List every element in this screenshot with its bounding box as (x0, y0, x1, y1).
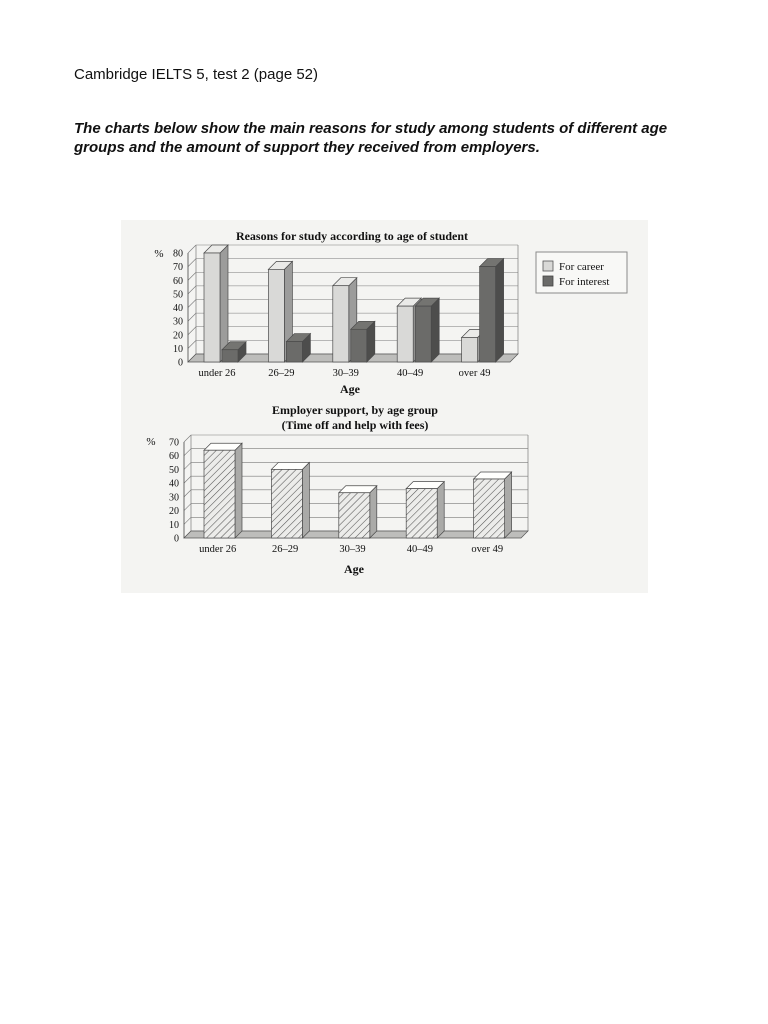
bar-for-interest (480, 259, 504, 362)
bar-employer-support (204, 443, 242, 538)
support-chart-title: Employer support, by age group (272, 403, 438, 417)
y-tick-label: 50 (173, 289, 183, 301)
y-tick-label: 50 (169, 464, 179, 476)
bar-employer-support (474, 472, 512, 538)
support-chart-y-label: % (146, 436, 156, 448)
y-tick-label: 60 (169, 451, 179, 463)
x-tick-label: under 26 (198, 368, 236, 379)
support-chart-x-ticks (199, 544, 503, 555)
bar-for-interest (286, 334, 310, 362)
reasons-chart-x-label: Age (340, 382, 360, 396)
y-tick-label: 70 (173, 262, 183, 274)
reasons-chart-title: Reasons for study according to age of student (235, 229, 469, 243)
bar-for-interest (351, 321, 375, 362)
support-chart (146, 403, 528, 576)
x-tick-label: 30–39 (339, 544, 366, 555)
legend-label-interest: For interest (559, 276, 610, 288)
y-tick-label: 0 (178, 357, 183, 369)
bar-for-interest (415, 298, 439, 362)
y-tick-label: 0 (174, 533, 179, 545)
bar-for-career (204, 245, 228, 362)
y-tick-label: 20 (169, 506, 179, 518)
support-chart-bars (204, 443, 512, 538)
reasons-chart-legend (536, 252, 627, 293)
y-tick-label: 60 (173, 275, 183, 287)
x-tick-label: 26–29 (271, 544, 299, 555)
y-tick-label: 30 (173, 316, 183, 328)
y-tick-label: 10 (173, 343, 183, 355)
y-tick-label: 40 (173, 303, 183, 314)
legend-label-career: For career (559, 261, 604, 273)
x-tick-label: over 49 (471, 544, 504, 555)
bar-employer-support (271, 462, 309, 538)
support-chart-x-label: Age (344, 562, 364, 576)
legend-swatch-career (543, 261, 553, 271)
y-tick-label: 40 (169, 478, 179, 490)
x-tick-label: 30–39 (332, 368, 359, 379)
x-tick-label: over 49 (458, 368, 491, 379)
y-tick-label: 10 (169, 519, 179, 531)
y-tick-label: 80 (173, 248, 183, 260)
task-prompt: The charts below show the main reasons for study among students of different age groups and the amount of support they received from employers. (74, 120, 668, 156)
bar-employer-support (406, 482, 444, 538)
y-tick-label: 20 (173, 330, 183, 342)
x-tick-label: under 26 (199, 544, 237, 555)
reasons-chart-bars (204, 245, 504, 362)
reasons-chart-y-label: % (154, 248, 164, 260)
y-tick-label: 30 (169, 492, 179, 504)
x-tick-label: 40–49 (397, 368, 424, 379)
reasons-chart (154, 229, 627, 396)
bar-employer-support (339, 486, 377, 538)
x-tick-label: 40–49 (406, 544, 434, 555)
y-tick-label: 70 (169, 437, 179, 449)
support-chart-subtitle: (Time off and help with fees) (281, 418, 429, 432)
support-chart-y-ticks (169, 438, 179, 545)
charts-figure (121, 220, 648, 593)
legend-swatch-interest (543, 276, 553, 286)
charts-svg (121, 220, 648, 593)
x-tick-label: 26–29 (268, 368, 295, 379)
source-line: Cambridge IELTS 5, test 2 (page 52) (74, 66, 319, 83)
reasons-chart-y-ticks (173, 249, 183, 369)
reasons-chart-x-ticks (198, 368, 490, 379)
